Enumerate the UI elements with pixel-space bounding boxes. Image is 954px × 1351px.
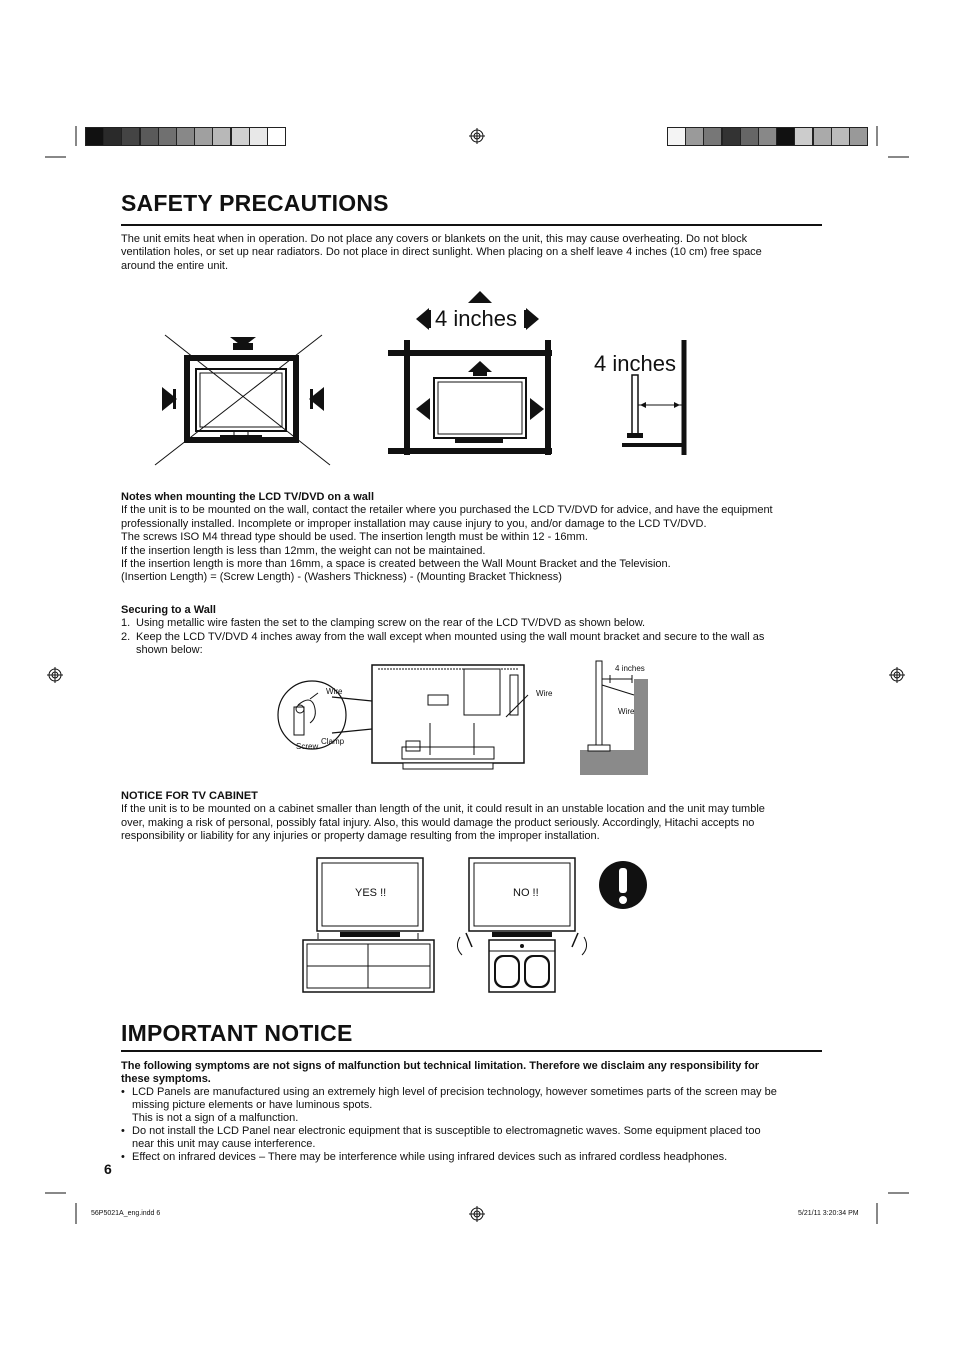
title-rule [121, 224, 822, 226]
wall-notes-heading: Notes when mounting the LCD TV/DVD on a wall [121, 491, 375, 503]
crossed-out-enclosure [155, 335, 330, 465]
securing-item-2: 2. Keep the LCD TV/DVD 4 inches away from the wall except when mounted using the wall mount bracket and secure to the wall as [121, 630, 765, 643]
screw-label: Screw [296, 742, 319, 751]
cabinet-heading: NOTICE FOR TV CABINET [121, 790, 258, 802]
diagram-label-front: 4 inches [435, 306, 517, 331]
clearance-diagram [150, 285, 710, 470]
notice-bullet: • LCD Panels are manufactured using an extremely high level of precision technology, however sometimes parts of the screen may be missing picture elements or have luminous spots. This is not a sign of a malfunction. [121, 1086, 821, 1125]
side-wall-view [580, 661, 648, 775]
page-number: 6 [104, 1161, 112, 1177]
footer-file: 56P5021A_eng.indd 6 [91, 1210, 161, 1217]
wall-notes-line: If the unit is to be mounted on the wall, contact the retailer where you purchased the LCD TV/DVD for advice, and have the equipment [121, 504, 773, 517]
wall-notes [121, 491, 821, 585]
registration-mark-top [469, 128, 485, 144]
notice-lead [121, 1060, 821, 1086]
wall-notes-line: If the insertion length is less than 12mm, the weight can not be maintained. [121, 544, 486, 557]
wall-notes-line: If the insertion length is more than 16mm, a space is created between the Wall Mount Bracket and the Television. [121, 558, 671, 571]
securing-item-1: 1. Using metallic wire fasten the set to the clamping screw on the rear of the LCD TV/DVD as shown below. [121, 617, 646, 630]
footer-timestamp: 5/21/11 3:20:34 PM [798, 1210, 859, 1217]
no-label: NO !! [513, 887, 539, 899]
yes-label: YES !! [355, 887, 387, 899]
intro-line: around the entire unit. [121, 259, 229, 272]
diagram-label-side: 4 inches [594, 351, 676, 376]
notice-bullet: • Do not install the LCD Panel near electronic equipment that is susceptible to electromagnetic waves. Some equipment placed too near this unit may cause interference. [121, 1125, 821, 1151]
inches-label: 4 inches [615, 664, 645, 673]
no-example [457, 858, 586, 992]
wire-label-left: Wire [326, 687, 343, 696]
wall-notes-line: The screws ISO M4 thread type should be used. The insertion length must be within 12 - 16mm. [121, 531, 588, 544]
exclamation-circle-icon [598, 860, 648, 910]
cabinet-line: responsibility or liability for any injuries or property damage resulting from the improper installation. [121, 830, 600, 843]
notice-bullet: • Effect on infrared devices – There may be interference while using infrared devices such as infrared cordless headphones. [121, 1151, 821, 1164]
registration-mark-left [47, 667, 63, 683]
section-title-safety: SAFETY PRECAUTIONS [121, 190, 389, 216]
notice-lead-line: The following symptoms are not signs of malfunction but technical limitation. Therefore we disclaim any responsibility for [121, 1060, 760, 1072]
cabinet-line: If the unit is to be mounted on a cabinet smaller than length of the unit, it could result in an unstable location and the unit may tumble [121, 803, 765, 816]
registration-mark-right [889, 667, 905, 683]
wire-label-right: Wire [618, 707, 635, 716]
cabinet-line: over, making a risk of personal, possibly fatal injury. Also, this would damage the product seriously. Accordingly, Hitachi accepts no [121, 816, 755, 829]
tv-rear-view [372, 665, 528, 769]
wire-label-center: Wire [536, 689, 553, 698]
securing-section [121, 604, 821, 658]
wire-diagram [270, 655, 660, 780]
yes-example [303, 858, 434, 992]
wall-notes-line: professionally installed. Incomplete or improper installation may cause injury to you, and/or damage to the LCD TV/DVD. [121, 517, 707, 530]
section-title-notice: IMPORTANT NOTICE [121, 1020, 353, 1046]
intro-line: ventilation holes, or set up near radiators. Do not place in direct sunlight. When placing on a shelf leave 4 inches (10 cm) free space [121, 246, 762, 259]
securing-item-2-cont: shown below: [136, 644, 203, 657]
notice-bullets [121, 1086, 821, 1164]
securing-heading: Securing to a Wall [121, 604, 216, 616]
notice-lead-line: these symptoms. [121, 1073, 211, 1085]
wall-notes-line: (Insertion Length) = (Screw Length) - (Washers Thickness) - (Mounting Bracket Thickness) [121, 571, 562, 584]
intro-line: The unit emits heat when in operation. Do not place any covers or blankets on the unit, this may cause overheating. Do not block [121, 233, 748, 245]
clamp-label: Clamp [321, 737, 345, 746]
registration-mark-bottom [469, 1206, 485, 1222]
cabinet-notice [121, 790, 821, 844]
safety-intro [121, 233, 821, 273]
title-rule [121, 1050, 822, 1052]
